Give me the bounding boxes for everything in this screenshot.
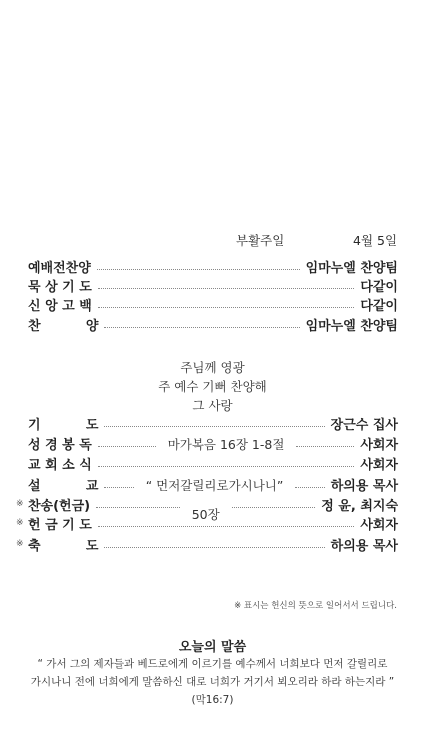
dot-leader xyxy=(96,507,180,508)
order-label: 헌 금 기 도 xyxy=(28,518,92,533)
order-label: 교 회 소 식 xyxy=(28,458,92,473)
occasion-title: 부활주일 xyxy=(236,233,285,248)
scripture-text-line: “ 가서 그의 제자들과 베드로에게 이르기를 예수께서 너희보다 먼저 갈릴리로 xyxy=(37,658,388,670)
order-value: 사회자 xyxy=(360,458,398,473)
service-date: 4월 5일 xyxy=(353,233,398,248)
scripture-citation: (막16:7) xyxy=(191,694,234,706)
order-row xyxy=(28,295,398,314)
dot-leader xyxy=(104,327,299,328)
dot-leader xyxy=(295,487,324,488)
standing-mark: ※ xyxy=(16,499,24,509)
order-label: 기 도 xyxy=(28,418,99,433)
order-row xyxy=(16,495,399,522)
order-value: 임마누엘 찬양팀 xyxy=(305,319,398,334)
praise-line: 주님께 영광 xyxy=(180,360,245,375)
order-label: 축 도 xyxy=(28,539,99,554)
dot-leader xyxy=(104,547,324,548)
scripture-text-line: 가시나니 전에 너희에게 말씀하신 대로 너희가 거기서 뵈오리라 하라 하는지라 ” xyxy=(30,676,395,688)
dot-leader xyxy=(296,446,354,447)
order-value: 다같이 xyxy=(360,299,398,314)
dot-leader xyxy=(98,466,355,467)
standing-mark: ※ xyxy=(16,539,24,549)
order-value: 정 윤, 최지숙 xyxy=(321,499,399,514)
order-value: 하의용 목사 xyxy=(330,539,398,554)
order-value: 사회자 xyxy=(360,438,399,453)
praise-line: 그 사랑 xyxy=(192,398,233,413)
order-label: 찬송(헌금) xyxy=(28,499,91,514)
sermon-title: “ 먼저갈릴리로가시나니” xyxy=(145,477,284,493)
dot-leader xyxy=(97,269,300,270)
order-label: 예배전찬양 xyxy=(28,261,91,276)
order-row xyxy=(28,475,398,494)
order-value: 임마누엘 찬양팀 xyxy=(305,261,398,276)
praise-line: 주 예수 기뻐 찬양해 xyxy=(158,379,267,394)
order-value: 장근수 집사 xyxy=(330,418,398,433)
dot-leader xyxy=(98,288,355,289)
order-label: 성 경 봉 독 xyxy=(28,438,92,453)
dot-leader xyxy=(232,507,316,508)
order-row xyxy=(16,535,398,554)
order-label: 신 앙 고 백 xyxy=(28,299,92,314)
order-label: 찬 양 xyxy=(28,319,99,334)
scripture-reference: 마가복음 16장 1-8절 xyxy=(167,436,285,452)
dot-leader xyxy=(104,426,324,427)
order-row xyxy=(28,257,398,276)
order-value: 하의용 목사 xyxy=(330,479,399,494)
order-label: 설 교 xyxy=(28,479,99,494)
dot-leader xyxy=(98,307,355,308)
order-row xyxy=(28,434,398,453)
standing-mark: ※ xyxy=(16,518,24,528)
header-row xyxy=(0,231,425,249)
today-word-title: 오늘의 말씀 xyxy=(178,640,247,655)
order-label: 묵 상 기 도 xyxy=(28,280,92,295)
dot-leader xyxy=(98,526,355,527)
order-row xyxy=(28,454,398,473)
dot-leader xyxy=(104,487,133,488)
order-row xyxy=(28,414,398,433)
order-value: 사회자 xyxy=(360,518,398,533)
order-row xyxy=(28,315,398,334)
order-row xyxy=(28,276,398,295)
standing-note: ※ 표시는 헌신의 뜻으로 일어서서 드립니다. xyxy=(234,601,397,611)
order-row xyxy=(16,514,398,533)
dot-leader xyxy=(98,446,156,447)
hymn-number: 50장 xyxy=(191,506,220,522)
order-value: 다같이 xyxy=(360,280,398,295)
